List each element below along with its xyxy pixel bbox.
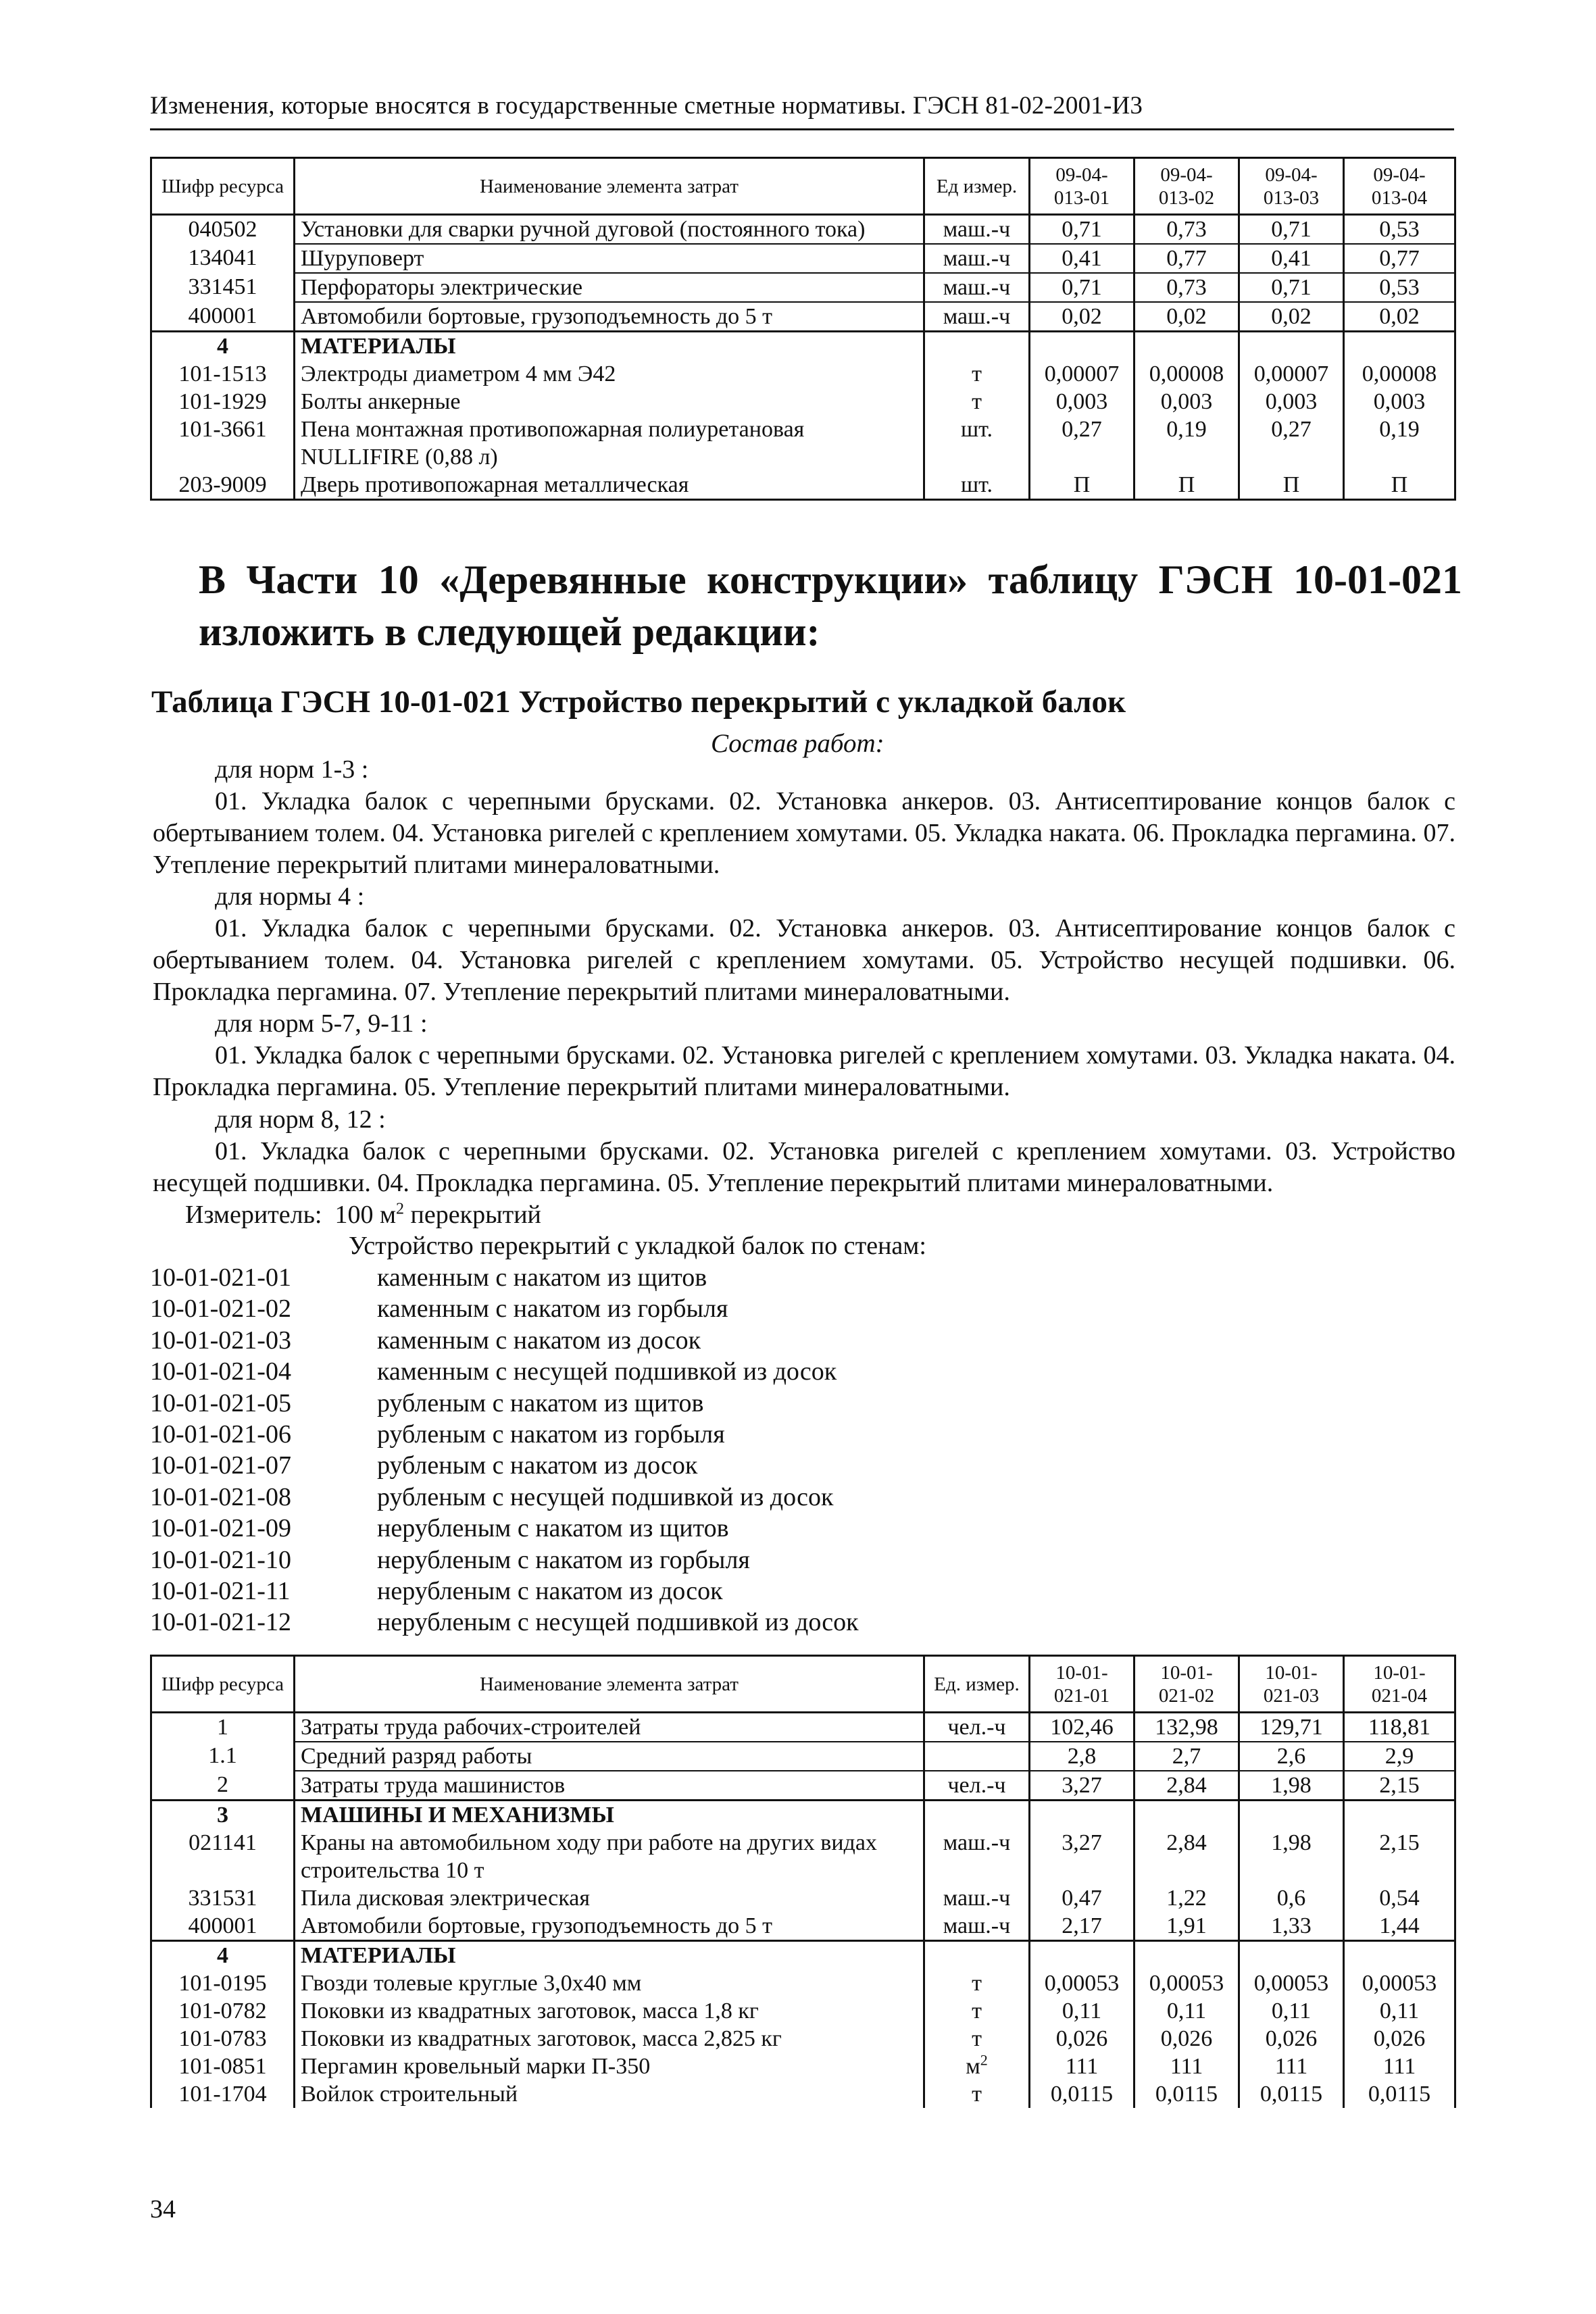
work-composition-label: Состав работ: [711, 729, 884, 758]
cell-value: 1,33 [1239, 1912, 1344, 1941]
header-col-2: 10-01- 021-02 [1134, 1656, 1239, 1713]
table-row [151, 1829, 1455, 1884]
section-row-materials [151, 1941, 1455, 1970]
cell-value: 1,44 [1344, 1912, 1455, 1941]
cell-code: 040502 [151, 215, 295, 245]
cell-code: 101-0195 [151, 1969, 295, 1997]
header-rule [150, 128, 1454, 130]
cell-code: 101-0783 [151, 2025, 295, 2053]
header-name: Наименование элемента затрат [295, 158, 924, 215]
table-row [151, 1912, 1455, 1941]
cell-value: 0,00053 [1239, 1969, 1344, 1997]
cell-unit [924, 1742, 1030, 1771]
cell-value: 1,98 [1239, 1829, 1344, 1884]
table-row [151, 1969, 1455, 1997]
cell-code: 101-1513 [151, 360, 295, 388]
cell-value: 0,0115 [1134, 2080, 1239, 2108]
cell-name: Войлок строительный [295, 2080, 924, 2108]
norm-group-label: для нормы 4 : [215, 882, 365, 911]
cell-name: Поковки из квадратных заготовок, масса 2,825 кг [295, 2025, 924, 2053]
cell-value: 0,00008 [1344, 360, 1455, 388]
section-title: МАШИНЫ И МЕХАНИЗМЫ [295, 1801, 924, 1830]
cell-value: 2,8 [1030, 1742, 1134, 1771]
cell-unit: т [924, 1997, 1030, 2025]
cell-name: Краны на автомобильном ходу при работе на других видах строительства 10 т [295, 1829, 924, 1884]
cell-name: Автомобили бортовые, грузоподъемность до 5 т [295, 1912, 924, 1941]
cell-name: Пена монтажная противопожарная полиуретановая NULLIFIRE (0,88 л) [295, 416, 924, 471]
cell-code: 1.1 [151, 1742, 295, 1771]
work-description: 01. Укладка балок с черепными брусками. 02. Установка анкеров. 03. Антисептирование концов балок с обертыванием толем. 04. Установка ригелей с креплением хомутами. 05. Устройство несущей подшивки. 06. Прокладка пергамина. 07. Утепление перекрытий плитами минераловатными. [153, 914, 1455, 1006]
header-code: Шифр ресурса [151, 158, 295, 215]
cell-value: 0,71 [1239, 215, 1344, 245]
cell-name: Автомобили бортовые, грузоподъемность до 5 т [295, 302, 924, 332]
section-row-materials [151, 332, 1455, 361]
cell-value: 118,81 [1344, 1713, 1455, 1742]
cell-value: 0,00007 [1030, 360, 1134, 388]
cell-value: 0,00053 [1344, 1969, 1455, 1997]
cell-code: 331451 [151, 273, 295, 302]
cell-value: 2,6 [1239, 1742, 1344, 1771]
cell-value: 0,003 [1239, 388, 1344, 416]
cell-value: 0,6 [1239, 1884, 1344, 1912]
cell-value: 2,15 [1344, 1829, 1455, 1884]
cell-value: 0,73 [1134, 273, 1239, 302]
cell-value: 0,47 [1030, 1884, 1134, 1912]
cell-value: 1,22 [1134, 1884, 1239, 1912]
cell-value: 0,003 [1344, 388, 1455, 416]
cell-code: 4 [151, 1941, 295, 1970]
cell-name: Перфораторы электрические [295, 273, 924, 302]
cell-code: 4 [151, 332, 295, 361]
cell-value: 3,27 [1030, 1829, 1134, 1884]
cell-name: Гвозди толевые круглые 3,0х40 мм [295, 1969, 924, 1997]
cell-value: 0,73 [1134, 215, 1239, 245]
cell-value: 1,98 [1239, 1771, 1344, 1801]
cell-unit: маш.-ч [924, 215, 1030, 245]
cell-value: 0,003 [1134, 388, 1239, 416]
norm-group-label: для норм 1-3 : [215, 755, 369, 784]
header-name: Наименование элемента затрат [295, 1656, 924, 1713]
cell-value: 0,026 [1344, 2025, 1455, 2053]
header-col-4: 09-04- 013-04 [1344, 158, 1455, 215]
table-row [151, 471, 1455, 500]
table-row [151, 1771, 1455, 1801]
cell-unit: маш.-ч [924, 1912, 1030, 1941]
section-row-machines [151, 1801, 1455, 1830]
cell-value: 0,026 [1239, 2025, 1344, 2053]
table-row [151, 388, 1455, 416]
section-title: МАТЕРИАЛЫ [295, 1941, 924, 1970]
table-row [151, 215, 1455, 245]
cell-unit: маш.-ч [924, 1884, 1030, 1912]
header-col-1: 10-01- 021-01 [1030, 1656, 1134, 1713]
document-page: Изменения, которые вносятся в государственные сметные нормативы. ГЭСН 81-02-2001-И3 Шифр ресурса Наименование элемента затрат Ед измер. 09-04- 013-01 09-04- 013-02 09-04- 013-03 09-04- 013-04 040502 Установки для сварки ручной дуговой (постоянного тока) маш.-ч 0,71 0,73 0,71 0,53 134041 Шуруповерт маш.-ч 0,41 0,77 0,41 0,77 331451 Перфораторы электрические маш.-ч 0,71 0,73 0,71 0,53 400001 Автомобили бортовые, грузоподъемность до 5 т маш.-ч 0,02 0,02 0,02 0,02 4 МАТЕРИАЛЫ 101-1513 Электроды диаметром 4 мм Э42 т 0,00007 0,00008 0,00007 0,00008 101-1929 Болты анкерные т 0,003 0,003 0,003 0,003 101-3661 Пена монтажная противопожарная полиуретановая NULLIFIRE (0,88 л) шт. 0,27 0,19 0,27 0,19 203-9009 Дверь противопожарная металлическая шт. П П П П В Части 10 «Деревянные конструкции» таблицу ГЭСН 10-01-021 изложить в следующей редакции: Таблица ГЭСН 10-01-021 Устройство перекрытий с укладкой балок Состав работ: для норм 1-3 : 01. Укладка балок с черепными брусками. 02. Установка анкеров. 03. Антисептирование концов балок с обертыванием толем. 04. Установка ригелей с креплением хомутами. 05. Укладка наката. 06. Прокладка пергамина. 07. Утепление перекрытий плитами минераловатными. для нормы 4 : 01. Укладка балок с черепными брусками. 02. Установка анкеров. 03. Антисептирование концов балок с обертыванием толем. 04. Установка ригелей с креплением хомутами. 05. Устройство несущей подшивки. 06. Прокладка пергамина. 07. Утепление перекрытий плитами минераловатными. для норм 5-7, 9-11 : 01. Укладка балок с черепными брусками. 02. Установка ригелей с креплением хомутами. 03. Укладка наката. 04. Прокладка пергамина. 05. Утепление перекрытий плитами минераловатными. для норм 8, 12 : 01. Укладка балок с черепными брусками. 02. Установка ригелей с креплением хомутами. 03. Устройство несущей подшивки. 04. Прокладка пергамина. 05. Утепление перекрытий плитами минераловатными. Измеритель: 100 $м^2$ перекрытий Устройство перекрытий с укладкой балок по стенам: 10-01-021-01 каменным с накатом из щитов 10-01-021-02 каменным с накатом из горбыля 10-01-021-03 каменным с накатом из досок 10-01-021-04 каменным с несущей подшивкой из досок 10-01-021-05 рубленым с накатом из щитов 10-01-021-06 рубленым с накатом из горбыля 10-01-021-07 рубленым с накатом из досок 10-01-021-08 рубленым с несущей подшивкой из досок 10-01-021-09 нерубленым с накатом из щитов 10-01-021-10 нерубленым с накатом из горбыля 10-01-021-11 нерубленым с накатом из досок 10-01-021-12 нерубленым с несущей подшивкой из досок Шифр ресурса Наименование элемента затрат Ед. измер. 10-01- 021-01 10-01- 021-02 10-01- 021-03 10-01- 021-04 1 Затраты труда рабочих-строителей чел.-ч 102,46 132,98 129,71 118,81 1.1 Средний разряд работы 2,8 2,7 2,6 2,9 2 Затраты труда машинистов чел.-ч 3,27 2,84 1,98 2,15 3 МАШИНЫ И МЕХАНИЗМЫ 021141 Краны на автомобильном ходу при работе на других видах строительства 10 т маш.-ч 3,27 2,84 1,98 2,15 331531 Пила дисковая электрическая маш.-ч 0,47 1,22 0,6 0,54 400001 Автомобили бортовые, грузоподъемность до 5 т маш.-ч 2,17 1,91 1,33 1,44 4 МАТЕРИАЛЫ 101-0195 Гвозди толевые круглые 3,0х40 мм т 0,00053 0,00053 0,00053 0,00053 101-0782 Поковки из квадратных заготовок, масса 1,8 кг т 0,11 0,11 0,11 0,11 101-0783 Поковки из квадратных заготовок, масса 2,825 кг т 0,026 0,026 0,026 0,026 101-0851 Пергамин кровельный марки П-350 $м^2$ 111 111 111 111 101-1704 Войлок строительный т 0,0115 0,0115 0,0115 0,0115 34 [150, 92, 1462, 2223]
cell-value: 0,00008 [1134, 360, 1239, 388]
cell-value: 0,02 [1030, 302, 1134, 332]
table-row [151, 2053, 1455, 2080]
cell-value: 0,27 [1030, 416, 1134, 471]
table-header-row [151, 158, 1455, 215]
cell-name: Пергамин кровельный марки П-350 [295, 2053, 924, 2080]
cell-name: Средний разряд работы [295, 1742, 924, 1771]
cell-value: 0,41 [1030, 244, 1134, 273]
cell-value: П [1030, 471, 1134, 500]
cell-value: 132,98 [1134, 1713, 1239, 1742]
table-row [151, 244, 1455, 273]
cell-value: 0,02 [1344, 302, 1455, 332]
cell-unit: т [924, 1969, 1030, 1997]
cell-code: 101-0851 [151, 2053, 295, 2080]
cell-code: 400001 [151, 1912, 295, 1941]
table-row [151, 416, 1455, 471]
header-col-1: 09-04- 013-01 [1030, 158, 1134, 215]
cell-value: 0,41 [1239, 244, 1344, 273]
cell-name: Поковки из квадратных заготовок, масса 1,8 кг [295, 1997, 924, 2025]
table-title: Таблица ГЭСН 10-01-021 Устройство перекрытий с укладкой балок [151, 684, 1126, 720]
cell-name: Пила дисковая электрическая [295, 1884, 924, 1912]
cell-value: 0,27 [1239, 416, 1344, 471]
cell-value: 0,53 [1344, 215, 1455, 245]
cell-unit: т [924, 388, 1030, 416]
cell-code: 101-0782 [151, 1997, 295, 2025]
cell-unit: маш.-ч [924, 273, 1030, 302]
page-number: 34 [150, 2195, 176, 2223]
cell-value: 111 [1239, 2053, 1344, 2080]
header-code: Шифр ресурса [151, 1656, 295, 1713]
cell-code: 101-1929 [151, 388, 295, 416]
cell-value: 0,00053 [1134, 1969, 1239, 1997]
cell-name: Установки для сварки ручной дуговой (постоянного тока) [295, 215, 924, 245]
cell-value: 0,71 [1030, 215, 1134, 245]
work-description: 01. Укладка балок с черепными брусками. 02. Установка ригелей с креплением хомутами. 03. Устройство несущей подшивки. 04. Прокладка пергамина. 05. Утепление перекрытий плитами минераловатными. [153, 1137, 1455, 1197]
cell-value: 111 [1134, 2053, 1239, 2080]
resource-table-2 [150, 1655, 1456, 2108]
header-col-3: 10-01- 021-03 [1239, 1656, 1344, 1713]
cell-value: 0,53 [1344, 273, 1455, 302]
cell-value: 129,71 [1239, 1713, 1344, 1742]
cell-unit: маш.-ч [924, 244, 1030, 273]
cell-value: П [1344, 471, 1455, 500]
running-header: Изменения, которые вносятся в государственные сметные нормативы. ГЭСН 81-02-2001-И3 [150, 92, 1143, 120]
cell-value: 0,11 [1239, 1997, 1344, 2025]
cell-value: 0,026 [1030, 2025, 1134, 2053]
header-col-4: 10-01- 021-04 [1344, 1656, 1455, 1713]
cell-unit: т [924, 360, 1030, 388]
cell-value: 0,77 [1134, 244, 1239, 273]
cell-value: 1,91 [1134, 1912, 1239, 1941]
cell-value: 0,0115 [1239, 2080, 1344, 2108]
cell-name: Шуруповерт [295, 244, 924, 273]
section-heading: В Части 10 «Деревянные конструкции» таблицу ГЭСН 10-01-021 изложить в следующей редакции: [199, 557, 1462, 654]
cell-code: 134041 [151, 244, 295, 273]
cell-value: 0,00007 [1239, 360, 1344, 388]
table-header-row [151, 1656, 1455, 1713]
cell-value: 102,46 [1030, 1713, 1134, 1742]
table-row [151, 1997, 1455, 2025]
cell-value: 111 [1030, 2053, 1134, 2080]
cell-value: 0,19 [1344, 416, 1455, 471]
cell-unit: чел.-ч [924, 1713, 1030, 1742]
cell-code: 2 [151, 1771, 295, 1801]
cell-value: 0,003 [1030, 388, 1134, 416]
cell-unit: шт. [924, 471, 1030, 500]
cell-code: 1 [151, 1713, 295, 1742]
cell-value: 0,11 [1134, 1997, 1239, 2025]
cell-value: 0,11 [1344, 1997, 1455, 2025]
cell-value: 0,02 [1239, 302, 1344, 332]
norm-group-label: для норм 8, 12 : [215, 1105, 386, 1134]
section-title: МАТЕРИАЛЫ [295, 332, 924, 361]
cell-value: 0,71 [1239, 273, 1344, 302]
table-row [151, 2080, 1455, 2108]
work-description: 01. Укладка балок с черепными брусками. 02. Установка анкеров. 03. Антисептирование концов балок с обертыванием толем. 04. Установка ригелей с креплением хомутами. 05. Укладка наката. 06. Прокладка пергамина. 07. Утепление перекрытий плитами минераловатными. [153, 787, 1455, 879]
resource-table-1 [150, 157, 1456, 501]
cell-value: 0,54 [1344, 1884, 1455, 1912]
cell-value: 0,0115 [1030, 2080, 1134, 2108]
cell-code: 203-9009 [151, 471, 295, 500]
cell-value: 0,02 [1134, 302, 1239, 332]
cell-code: 101-1704 [151, 2080, 295, 2108]
table-row [151, 302, 1455, 332]
cell-unit: чел.-ч [924, 1771, 1030, 1801]
codes-heading: Устройство перекрытий с укладкой балок по стенам: [349, 1232, 926, 1260]
cell-value: 0,11 [1030, 1997, 1134, 2025]
cell-code: 101-3661 [151, 416, 295, 471]
cell-value: 0,71 [1030, 273, 1134, 302]
cell-value: 2,17 [1030, 1912, 1134, 1941]
header-unit: Ед измер. [924, 158, 1030, 215]
cell-name: Затраты труда рабочих-строителей [295, 1713, 924, 1742]
measure-unit: Измеритель: 100 $м^2$ перекрытий [185, 1200, 541, 1229]
table-row [151, 360, 1455, 388]
cell-name: Дверь противопожарная металлическая [295, 471, 924, 500]
cell-unit: маш.-ч [924, 1829, 1030, 1884]
cell-name: Электроды диаметром 4 мм Э42 [295, 360, 924, 388]
cell-value: 2,84 [1134, 1771, 1239, 1801]
cell-name: Затраты труда машинистов [295, 1771, 924, 1801]
cell-code: 021141 [151, 1829, 295, 1884]
cell-value: 2,15 [1344, 1771, 1455, 1801]
table-row [151, 1742, 1455, 1771]
cell-value: 0,77 [1344, 244, 1455, 273]
cell-unit: $м^2$ [924, 2053, 1030, 2080]
table-row [151, 2025, 1455, 2053]
cell-code: 3 [151, 1801, 295, 1830]
cell-value: 2,9 [1344, 1742, 1455, 1771]
header-col-2: 09-04- 013-02 [1134, 158, 1239, 215]
work-description: 01. Укладка балок с черепными брусками. 02. Установка ригелей с креплением хомутами. 03. Укладка наката. 04. Прокладка пергамина. 05. Утепление перекрытий плитами минераловатными. [153, 1041, 1455, 1101]
cell-value: 3,27 [1030, 1771, 1134, 1801]
cell-value: 0,026 [1134, 2025, 1239, 2053]
cell-unit: шт. [924, 416, 1030, 471]
header-col-3: 09-04- 013-03 [1239, 158, 1344, 215]
cell-value: 2,7 [1134, 1742, 1239, 1771]
cell-value: 0,19 [1134, 416, 1239, 471]
cell-value: 2,84 [1134, 1829, 1239, 1884]
cell-unit: маш.-ч [924, 302, 1030, 332]
cell-value: 111 [1344, 2053, 1455, 2080]
norm-group-label: для норм 5-7, 9-11 : [215, 1009, 428, 1038]
cell-unit: т [924, 2025, 1030, 2053]
table-row [151, 273, 1455, 302]
cell-value: П [1134, 471, 1239, 500]
cell-value: 0,0115 [1344, 2080, 1455, 2108]
cell-unit: т [924, 2080, 1030, 2108]
header-unit: Ед. измер. [924, 1656, 1030, 1713]
cell-name: Болты анкерные [295, 388, 924, 416]
table-row [151, 1713, 1455, 1742]
cell-value: П [1239, 471, 1344, 500]
table-row [151, 1884, 1455, 1912]
cell-code: 331531 [151, 1884, 295, 1912]
cell-value: 0,00053 [1030, 1969, 1134, 1997]
cell-code: 400001 [151, 302, 295, 332]
